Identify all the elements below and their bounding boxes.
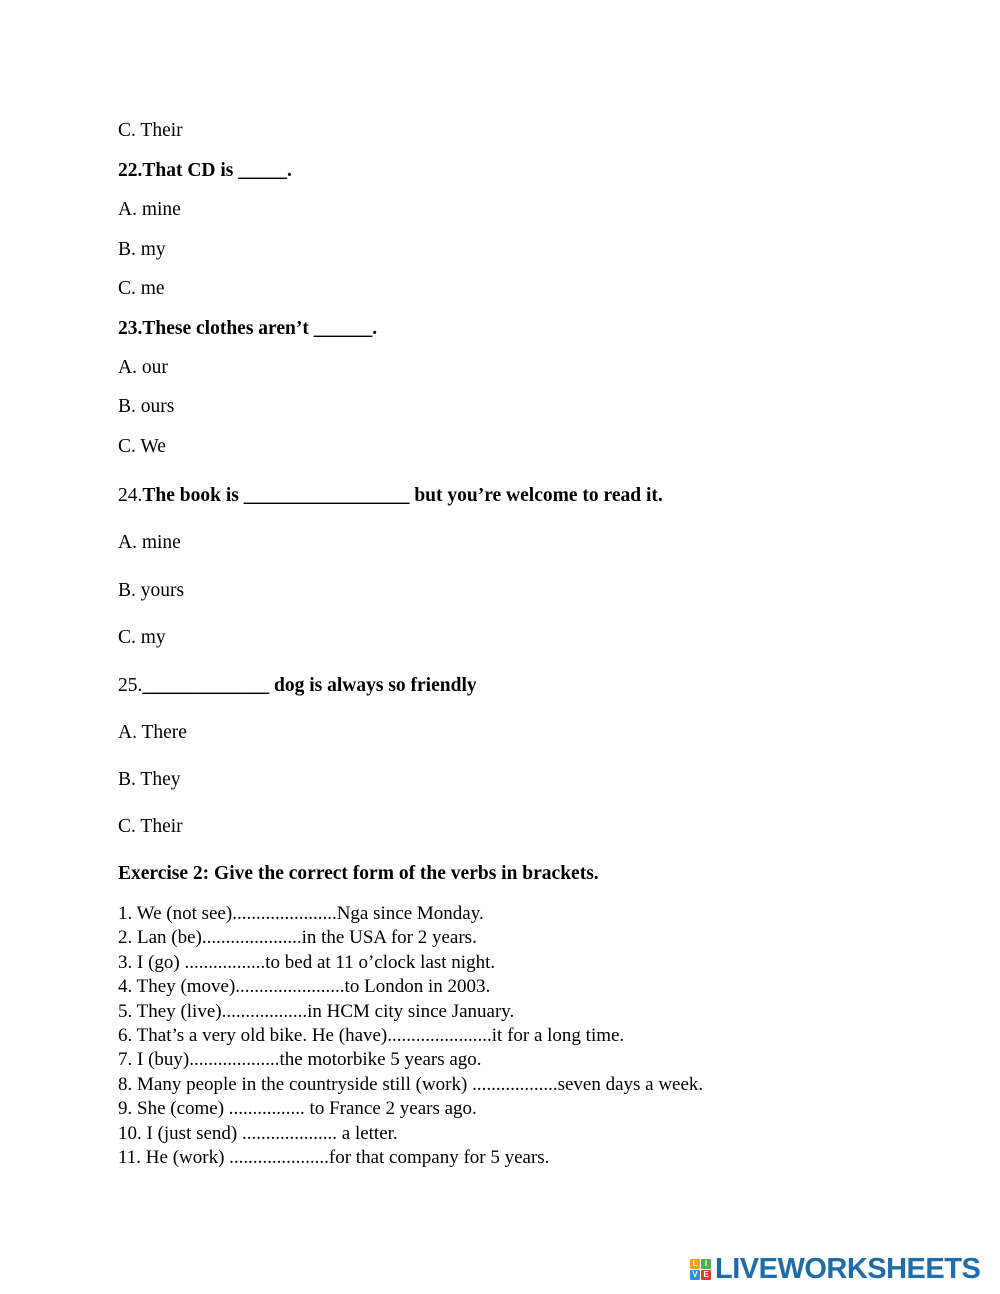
q25-option-b: B. They [118, 769, 181, 790]
q25-text: _____________ dog is always so friendly [142, 675, 477, 696]
exercise2-item-8: 8. Many people in the countryside still (work) ..................seven days a week. [118, 1073, 704, 1095]
q23-option-a: A. our [118, 357, 168, 378]
q22-option-a: A. mine [118, 199, 181, 220]
exercise2-item-11: 11. He (work) .....................for that company for 5 years. [118, 1147, 550, 1168]
logo-mark-e: E [701, 1270, 711, 1280]
q22-option-c: C. me [118, 278, 165, 299]
q24-question [118, 485, 663, 507]
q24-text: The book is _________________ but you’re welcome to read it. [142, 485, 663, 506]
q22-question: 22.That CD is _____. [118, 160, 292, 181]
q25-question [118, 675, 477, 697]
q24-option-c: C. my [118, 627, 166, 648]
q23-option-b: B. ours [118, 396, 175, 417]
exercise2-item-3: 3. I (go) .................to bed at 11 o’clock last night. [118, 951, 496, 973]
exercise2-item-7: 7. I (buy)...................the motorbike 5 years ago. [118, 1049, 482, 1071]
logo-mark-l: L [690, 1259, 700, 1269]
q21-option-c: C. Their [118, 120, 183, 141]
q24-option-a: A. mine [118, 532, 181, 553]
q24-number: 24. [118, 485, 143, 506]
q23-option-c: C. We [118, 436, 166, 457]
exercise2-item-9: 9. She (come) ................ to France 2 years ago. [118, 1098, 477, 1120]
exercise2-item-1: 1. We (not see)......................Nga since Monday. [118, 903, 484, 924]
exercise2-title: Exercise 2: Give the correct form of the verbs in brackets. [118, 863, 599, 884]
logo-mark-icon [690, 1259, 711, 1280]
logo-mark-v: V [690, 1270, 700, 1280]
exercise2-item-5: 5. They (live)..................in HCM city since January. [118, 1000, 515, 1022]
logo-wordmark: LIVEWORKSHEETS [715, 1252, 981, 1285]
exercise2-item-10: 10. I (just send) .................... a letter. [118, 1122, 398, 1144]
exercise2-item-6: 6. That’s a very old bike. He (have)......................it for a long time. [118, 1025, 625, 1046]
logo-mark-i: I [701, 1259, 711, 1269]
q23-question: 23.These clothes aren’t ______. [118, 318, 378, 339]
q25-option-c: C. Their [118, 816, 183, 837]
liveworksheets-logo [690, 1254, 980, 1284]
q24-option-b: B. yours [118, 580, 185, 601]
exercise2-item-4: 4. They (move).......................to London in 2003. [118, 976, 491, 998]
q25-number: 25. [118, 675, 143, 696]
q22-option-b: B. my [118, 239, 166, 260]
exercise2-item-2: 2. Lan (be).....................in the USA for 2 years. [118, 927, 477, 949]
q25-option-a: A. There [118, 722, 187, 743]
